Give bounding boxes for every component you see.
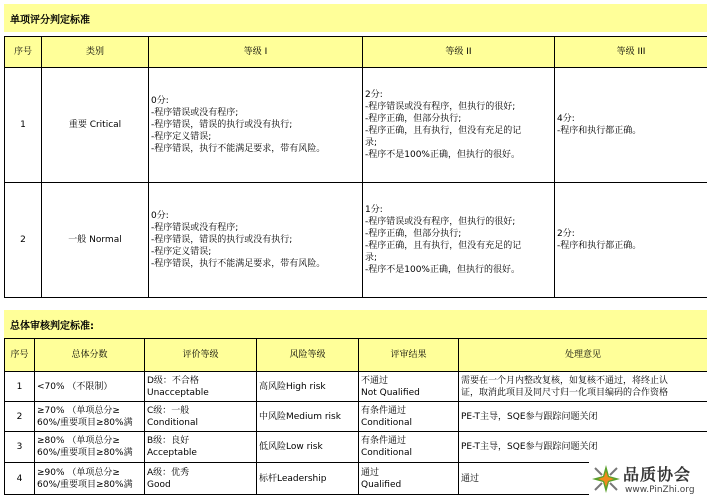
section2-title: 总体审核判定标准: [4, 310, 707, 338]
watermark-url: www.PinZhi.org [625, 485, 695, 495]
row-score: <70% （不限制） [35, 372, 145, 402]
row-level3: 4分: -程序和执行都正确。 [555, 68, 707, 183]
row-grade: A级：优秀 Good [145, 463, 257, 495]
row-no: 2 [5, 183, 42, 298]
header-result: 评审结果 [359, 339, 459, 372]
row-no: 1 [5, 372, 35, 402]
row-no: 2 [5, 402, 35, 432]
header-level1: 等级 I [149, 37, 363, 68]
table-header-row [5, 339, 707, 372]
row-score: ≥80% （单项总分≥ 60%/重要项目≥80%满 [35, 432, 145, 463]
row-grade: D级：不合格 Unacceptable [145, 372, 257, 402]
section-divider [4, 297, 707, 311]
row-risk: 标杆Leadership [257, 463, 359, 495]
table-row [5, 68, 707, 183]
header-score: 总体分数 [35, 339, 145, 372]
row-action: PE-T主导，SQE参与跟踪问题关闭 [459, 402, 707, 432]
single-item-criteria-table [4, 36, 707, 298]
row-result: 不通过 Not Qualified [359, 372, 459, 402]
row-no: 3 [5, 432, 35, 463]
row-score: ≥90% （单项总分≥ 60%/重要项目≥80%满 [35, 463, 145, 495]
watermark-name: 品质协会 [623, 465, 692, 484]
header-level2: 等级 II [363, 37, 555, 68]
table-header-row [5, 37, 707, 68]
row-action: 需要在一个月内整改复核，如复核不通过，将终止认 证，取消此项目及同尺寸归一化项目编码的合作资格 [459, 372, 707, 402]
pinzhi-logo-icon [589, 462, 623, 496]
row-level3: 2分: -程序和执行都正确。 [555, 183, 707, 298]
row-result: 通过 Qualified [359, 463, 459, 495]
row-category: 重要 Critical [42, 68, 149, 183]
table-row [5, 402, 707, 432]
header-risk: 风险等级 [257, 339, 359, 372]
row-level2: 2分: -程序错误或没有程序，但执行的很好; -程序正确，但部分执行; -程序正确，且有执行，但没有充足的记 录; -程序不是100%正确，但执行的很好。 [363, 68, 555, 183]
row-action: PE-T主导，SQE参与跟踪问题关闭 [459, 432, 707, 463]
header-no: 序号 [5, 37, 42, 68]
header-level3: 等级 III [555, 37, 707, 68]
row-score: ≥70% （单项总分≥ 60%/重要项目≥80%满 [35, 402, 145, 432]
table-row [5, 183, 707, 298]
row-level1: 0分: -程序错误或没有程序; -程序错误，错误的执行或没有执行; -程序定义错误; -程序错误，执行不能满足要求，带有风险。 [149, 68, 363, 183]
row-risk: 高风险High risk [257, 372, 359, 402]
header-category: 类别 [42, 37, 149, 68]
row-grade: B级：良好 Acceptable [145, 432, 257, 463]
row-result: 有条件通过 Conditional [359, 432, 459, 463]
row-grade: C级：一般 Conditional [145, 402, 257, 432]
header-grade: 评价等级 [145, 339, 257, 372]
table-row [5, 372, 707, 402]
row-risk: 中风险Medium risk [257, 402, 359, 432]
row-risk: 低风险Low risk [257, 432, 359, 463]
header-action: 处理意见 [459, 339, 707, 372]
row-action: 通过 [459, 463, 707, 495]
row-level2: 1分: -程序错误或没有程序，但执行的很好; -程序正确，但部分执行; -程序正确，且有执行，但没有充足的记 录; -程序不是100%正确，但执行的很好。 [363, 183, 555, 298]
watermark-logo [589, 458, 707, 502]
row-category: 一般 Normal [42, 183, 149, 298]
row-no: 1 [5, 68, 42, 183]
header-no: 序号 [5, 339, 35, 372]
row-result: 有条件通过 Conditional [359, 402, 459, 432]
section1-title: 单项评分判定标准 [4, 4, 707, 32]
row-level1: 0分: -程序错误或没有程序; -程序错误，错误的执行或没有执行; -程序定义错误; -程序错误，执行不能满足要求，带有风险。 [149, 183, 363, 298]
row-no: 4 [5, 463, 35, 495]
